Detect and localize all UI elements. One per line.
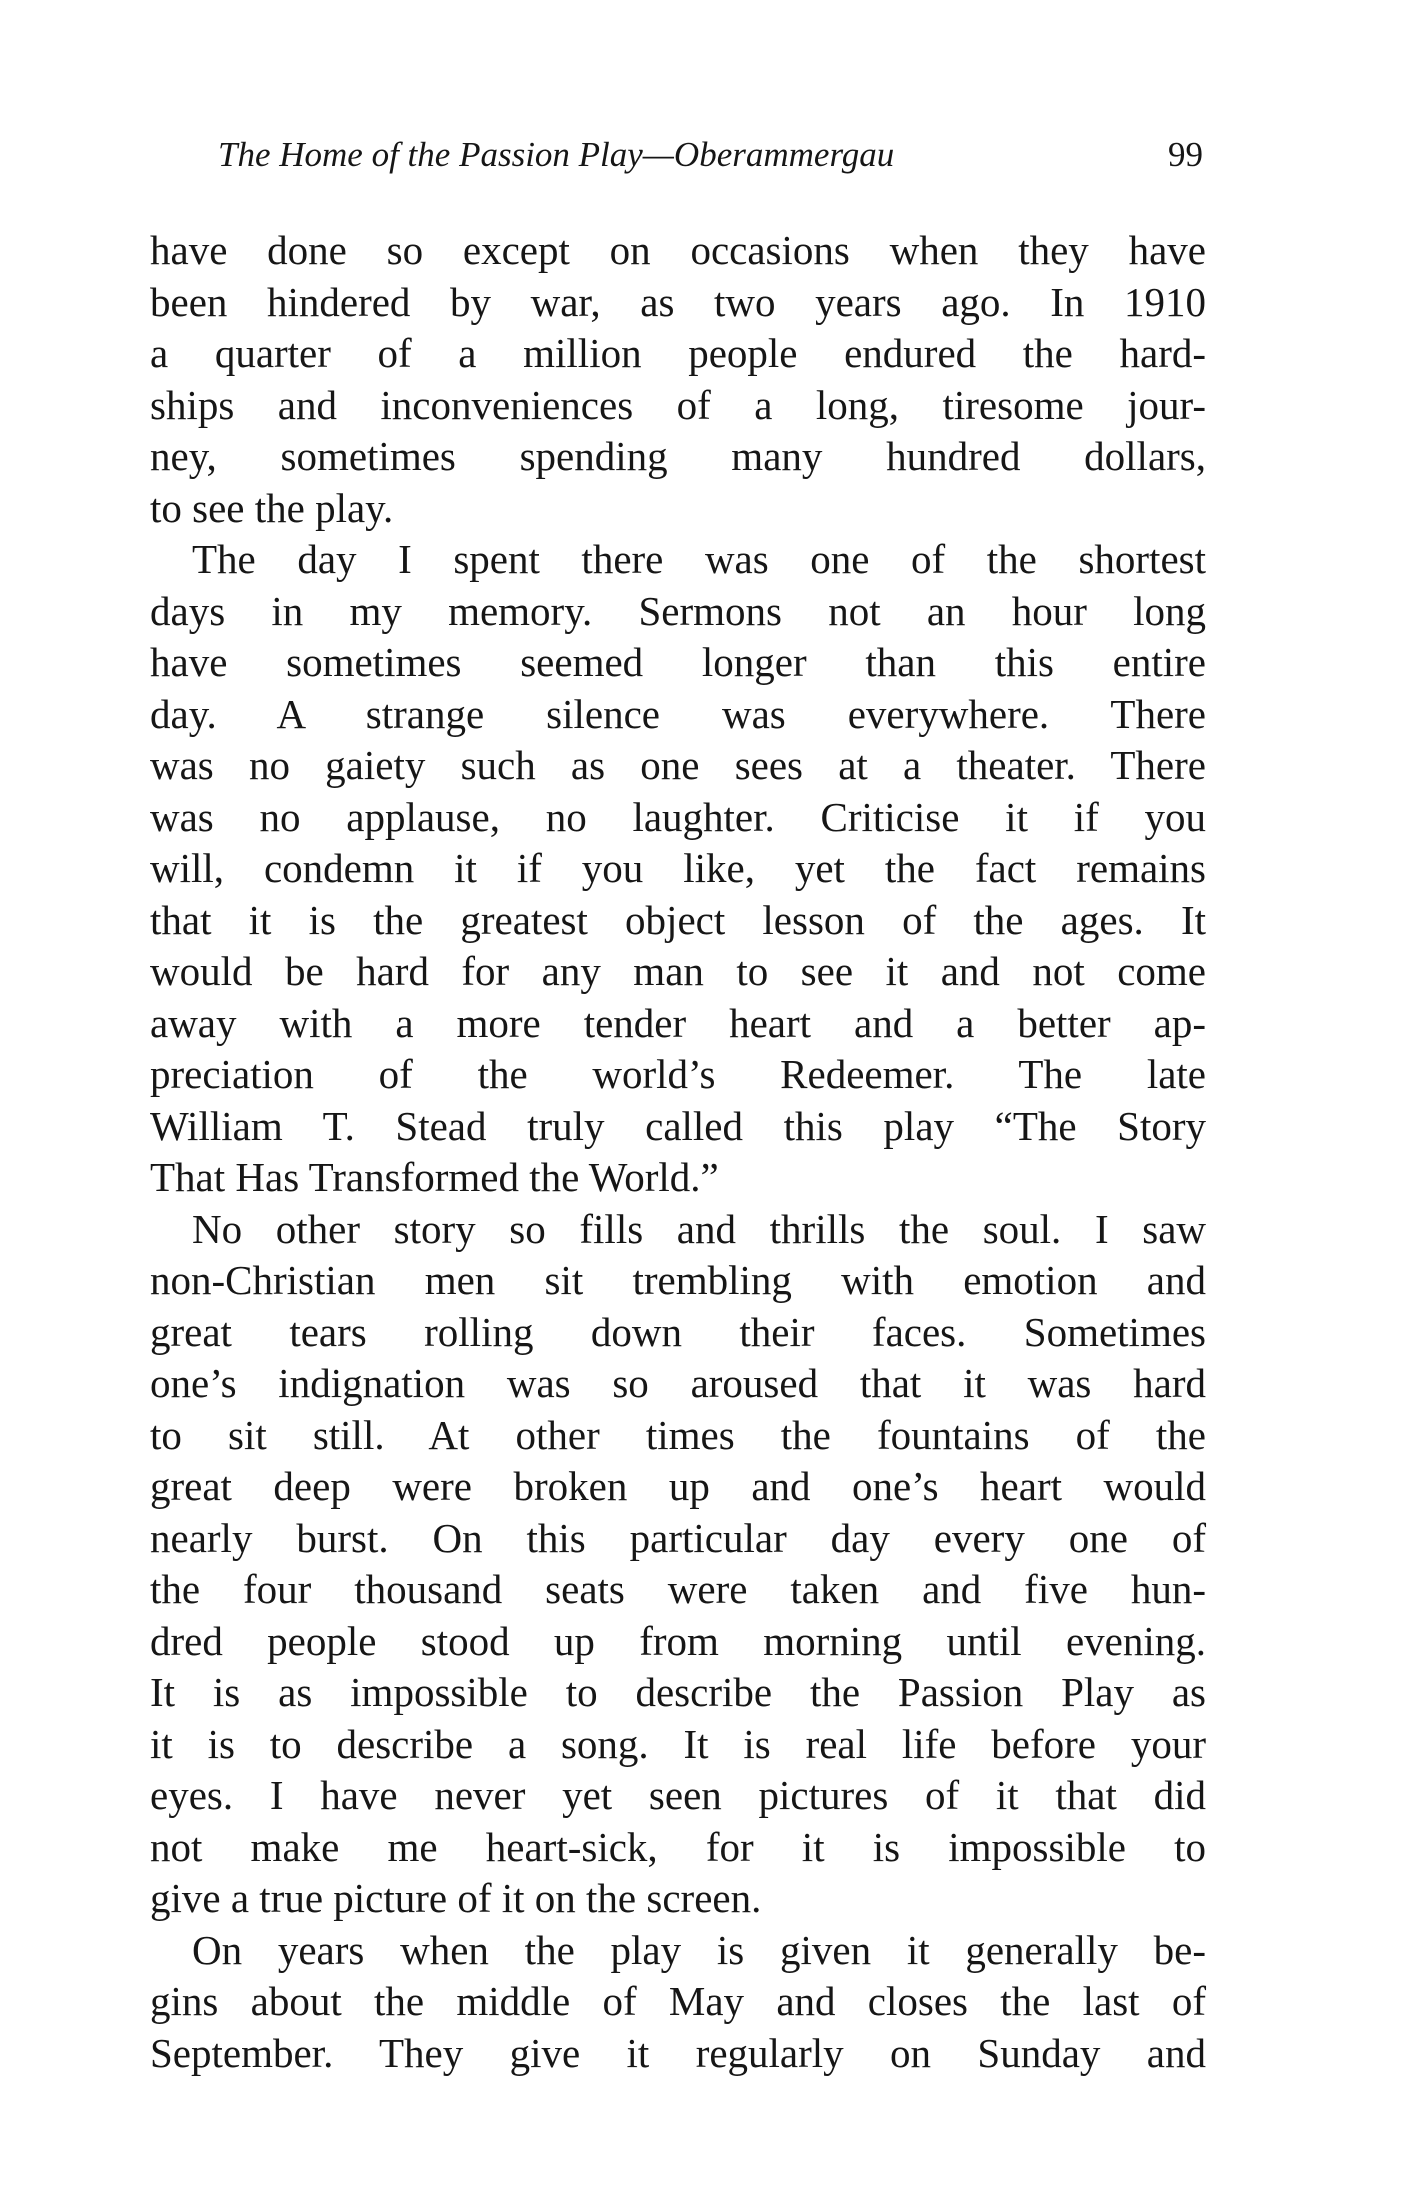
text-line: day. A strange silence was everywhere. There (150, 690, 1206, 737)
text-line: will, condemn it if you like, yet the fact remains (150, 845, 1206, 891)
body-text (150, 225, 1206, 2079)
text-line: William T. Stead truly called this play “The Story (150, 1102, 1206, 1149)
text-line: was no gaiety such as one sees at a theater. There (150, 742, 1206, 788)
text-line: have done so except on occasions when they have (150, 227, 1206, 273)
text-line: That Has Transformed the World.” (150, 1154, 719, 1200)
running-head (218, 132, 1203, 178)
text-line: been hindered by war, as two years ago. In 1910 (150, 278, 1206, 325)
text-line: eyes. I have never yet seen pictures of it that did (150, 1772, 1206, 1818)
text-line: No other story so fills and thrills the soul. I saw (192, 1205, 1206, 1252)
text-line: The day I spent there was one of the shortest (192, 536, 1206, 582)
text-line: one’s indignation was so aroused that it was hard (150, 1360, 1206, 1406)
paragraph-2 (150, 534, 1206, 1204)
text-line: ney, sometimes spending many hundred dollars, (150, 433, 1206, 479)
text-line: non-Christian men sit trembling with emotion and (150, 1257, 1206, 1303)
text-line: the four thousand seats were taken and five hun- (150, 1566, 1206, 1612)
text-line: have sometimes seemed longer than this entire (150, 639, 1206, 685)
text-line: September. They give it regularly on Sunday and (150, 2029, 1206, 2076)
text-line: was no applause, no laughter. Criticise it if you (150, 793, 1206, 840)
text-line: a quarter of a million people endured the hard- (150, 330, 1206, 376)
paragraph-4 (150, 1925, 1206, 2080)
text-line: great deep were broken up and one’s heart would (150, 1463, 1206, 1509)
text-line: ships and inconveniences of a long, tiresome jour- (150, 381, 1206, 428)
text-line: It is as impossible to describe the Passion Play as (150, 1669, 1206, 1715)
text-line: it is to describe a song. It is real life before your (150, 1720, 1206, 1767)
text-line: preciation of the world’s Redeemer. The late (150, 1051, 1206, 1097)
text-line: not make me heart-sick, for it is impossible to (150, 1823, 1206, 1870)
text-line: to sit still. At other times the fountains of the (150, 1411, 1206, 1458)
text-line: gins about the middle of May and closes the last of (150, 1978, 1206, 2024)
text-line: would be hard for any man to see it and not come (150, 948, 1206, 994)
paragraph-1 (150, 225, 1206, 534)
text-line: give a true picture of it on the screen. (150, 1875, 762, 1921)
text-line: away with a more tender heart and a better ap- (150, 999, 1206, 1046)
text-line: On years when the play is given it generally be- (192, 1926, 1206, 1973)
text-line: dred people stood up from morning until evening. (150, 1617, 1206, 1664)
text-line: days in my memory. Sermons not an hour long (150, 587, 1206, 634)
text-line: to see the play. (150, 484, 394, 531)
page-number: 99 (1168, 135, 1203, 174)
text-line: great tears rolling down their faces. Sometimes (150, 1308, 1206, 1355)
text-line: nearly burst. On this particular day every one of (150, 1514, 1206, 1561)
text-line: that it is the greatest object lesson of the ages. It (150, 896, 1206, 943)
paragraph-3 (150, 1204, 1206, 1925)
running-head-title: The Home of the Passion Play—Oberammergau (218, 135, 895, 174)
